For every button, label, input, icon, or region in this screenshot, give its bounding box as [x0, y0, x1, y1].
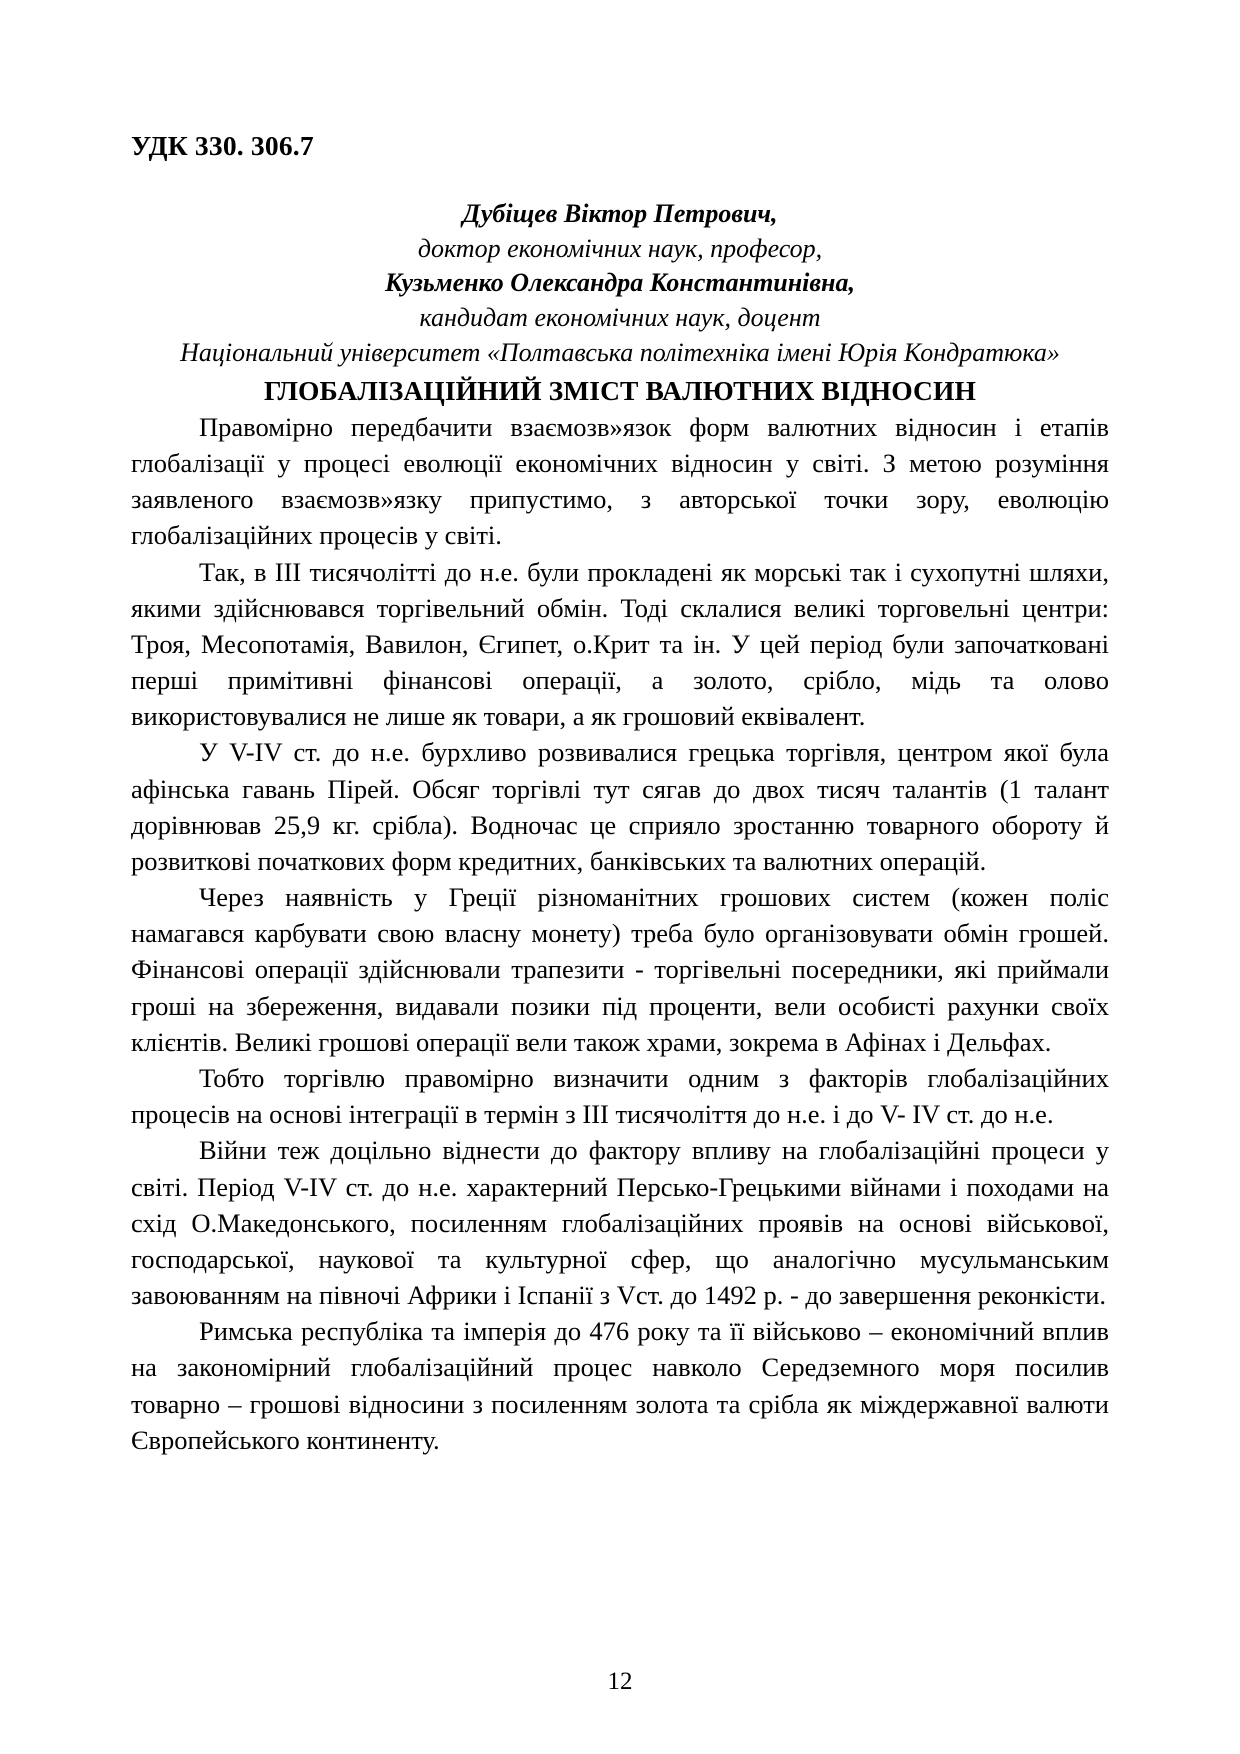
paragraph: Через наявність у Греції різноманітних грошових систем (кожен поліс намагався карбувати свою власну монету) треба було організовувати обмін грошей. Фінансові операції здійснювали трапезити - торгівельні посередники, які приймали гроші на збереження, видавали позики під проценти, вели особисті рахунки своїх клієнтів. Великі грошові операції вели також храми, зокрема в Афінах і Дельфах. [131, 882, 1109, 1057]
author-degree-1: доктор економічних наук, професор, [417, 233, 823, 263]
paragraph: Війни теж доцільно віднести до фактору впливу на глобалізаційні процеси у світі. Період V-IV ст. до н.е. характерний Персько-Грецькими війнами і походами на схід О.Македонського, посиленням глобалізаційних проявів на основі військової, господарської, наукової та культурної сфер, що аналогічно мусульманським завоюванням на півночі Африки і Іспанії з Vст. до 1492 р. - до завершення реконкісти. [131, 1135, 1109, 1311]
paragraph: Тобто торгівлю правомірно визначити одним з факторів глобалізаційних процесів на основі інтеграції в термін з ІІІ тисячоліття до н.е. і до V- IV ст. до н.е. [131, 1062, 1109, 1130]
affiliation: Національний університет «Полтавська політехніка імені Юрія Кондратюка» [180, 337, 1060, 367]
paragraph: Так, в ІІІ тисячолітті до н.е. були прокладені як морські так і сухопутні шляхи, якими здійснювався торгівельний обмін. Тоді склалися великі торговельні центри: Троя, Месопотамія, Вавилон, Єгипет, о.Крит та ін. У цей період були започатковані перші примітивні фінансові операції, а золото, срібло, мідь та олово використовувалися не лише як товари, а як грошовий еквівалент. [131, 556, 1109, 732]
paragraph: У V-IV ст. до н.е. бурхливо розвивалися грецька торгівля, центром якої була афінська гавань Пірей. Обсяг торгівлі тут сягав до двох тисяч талантів (1 талант дорівнював 25,9 кг. срібла). Водночас це сприяло зростанню товарного обороту й розвиткові початкових форм кредитних, банківських та валютних операцій. [131, 737, 1109, 876]
author-name-2: Кузьменко Олександра Константинівна, [385, 268, 855, 298]
paragraph: Правомірно передбачити взаємозв»язок форм валютних відносин і етапів глобалізації у процесі еволюції економічних відносин у світі. З метою розуміння заявленого взаємозв»язку припустимо, з авторської точки зору, еволюцію глобалізаційних процесів у світі. [131, 411, 1109, 551]
udk-code: УДК 330. 306.7 [131, 130, 314, 161]
author-degree-2: кандидат економічних наук, доцент [419, 302, 821, 332]
author-block [131, 197, 1109, 370]
page-number: 12 [607, 1668, 633, 1695]
page-title: ГЛОБАЛІЗАЦІЙНИЙ ЗМІСТ ВАЛЮТНИХ ВІДНОСИН [264, 375, 976, 407]
author-name-1: Дубіщев Віктор Петрович, [462, 199, 778, 229]
article-body [131, 409, 1109, 1458]
paragraph: Римська республіка та імперія до 476 року та її військово – економічний вплив на закономірний глобалізаційний процес навколо Середземного моря посилив товарно – грошові відносини з посиленням золота та срібла як міждержавної валюти Європейського континенту. [131, 1316, 1109, 1455]
